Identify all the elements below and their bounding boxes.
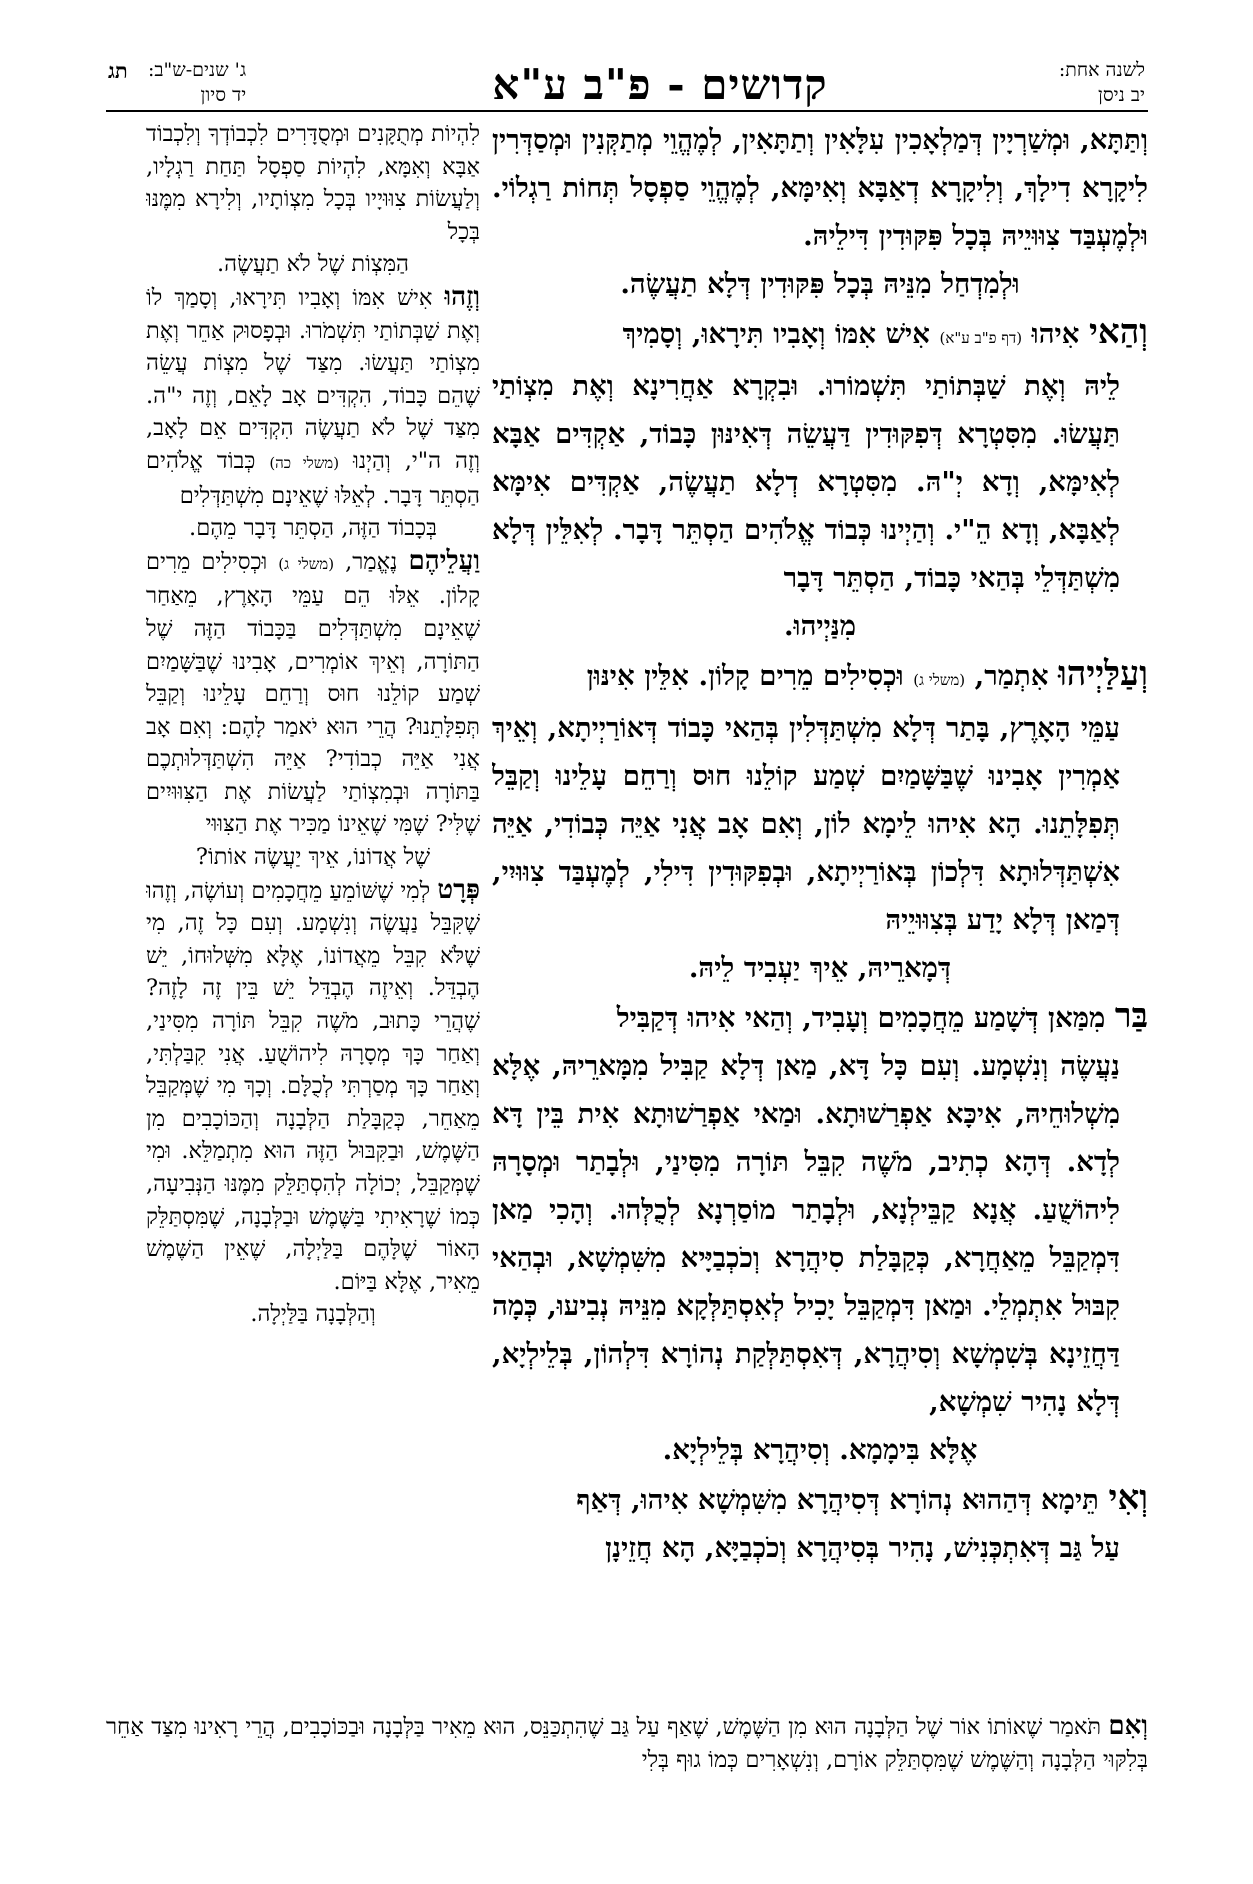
commentary-p3-lead-word: וַעֲלֵיהֶם — [408, 545, 480, 576]
bottom-lead-word: וְאִם — [1108, 1711, 1148, 1741]
commentary-p4-text: לְמִי שֶׁשּׁוֹמֵעַ מֵחֲכָמִים וְעוֹשֶׂה, וְזֶהוּ שֶׁקִּבֵּל נַעֲשֶׂה וְנִשְׁמָע. וְעִם כָּל זֶה, מִי שֶׁלֹּא קִבֵּל מֵאֲדוֹנוֹ, אֶלָּא מִשְּׁלוּחוֹ, יֵשׁ הֶבְדֵּל. וְאֵיזֶה הֶבְדֵּל יֵשׁ בֵּין זֶה לָזֶה? שֶׁהֲרֵי כָּתוּב, מֹשֶׁה קִבֵּל תּוֹרָה מִסִּינַי, וְאַחַר כָּךְ מְסָרָהּ לִיהוֹשֻׁעַ. אֲנִי קִבַּלְתִּי, וְאַחַר כָּךְ מְסַרְתִּי לְכֻלָּם. וְכָךְ מִי שֶׁמְּקַבֵּל מֵאַחֵר, כְּקַבָּלַת הַלְּבָנָה וְהַכּוֹכָבִים מִן הַשֶּׁמֶשׁ, וּבַקִּבּוּל הַזֶּה הוּא מִתְמַלֵּא. וּמִי שֶׁמְּקַבֵּל, יְכוֹלָה לְהִסְתַּלֵּק מִמֶּנּוּ הַנְּבִיעָה, כְּמוֹ שֶׁרָאִיתִי בַּשֶּׁמֶשׁ וּבַלְּבָנָה, שֶׁמִּסְתַּלֵּק הָאוֹר שֶׁלָּהֶם בַּלַּיְלָה, שֶׁאֵין הַשֶּׁמֶשׁ מֵאִיר, אֶלָּא בַּיּוֹם. — [146, 877, 480, 1295]
main-paragraph-4-last: אֶלָּא בִּימָמָא. וְסִיהֲרָא בְּלֵילְיָא. — [662, 1434, 978, 1466]
commentary-paragraph-4 — [146, 874, 480, 1299]
main-p1-text: וְתַּתָּא, וּמְשַׁרְיָין דְּמַלְאָכִין עִלָּאִין וְתַתָּאִין, לְמֶהֱוֵי מְתַקְּנִין וּמְסַדְּרִין לִיקָרָא דִילָךְ, וְלִיקָרָא דְאַבָּא וְאִימָּא, לְמֶהֱוֵי סַפְסָל תְּחוֹת רַגְלוֹי. וּלְמֶעְבַּד צִוּוּיֵיהּ בְּכָל פִּקּוּדִין דִּילֵיהּ. — [492, 124, 1148, 252]
main-paragraph-5 — [492, 1474, 1148, 1524]
main-paragraph-1-last: וּלְמִדְחַל מִנֵּיהּ בְּכָל פִּקּוּדִין דְּלָא תַעֲשֶׂה. — [620, 268, 1020, 300]
main-p3-first: וּכְסִילִים מֵרִים קָלוֹן. אִלֵּין אִינּוּן — [586, 660, 904, 692]
main-text-column — [492, 116, 1148, 1704]
main-p4-first: מִמַּאן דְּשָׁמַע מֵחֲכָמִים וְעָבִיד, וְהַאי אִיהוּ דְּקַבִּיל — [616, 1002, 1106, 1034]
header-left-line1: ג' שנים-ש"ב: — [148, 59, 247, 81]
main-paragraph-2-body: לֵיהּ וְאֶת שַׁבְּתוֹתַי תִּשְׁמוֹרוּ. וּבִקְרָא אַחֲרִינָא וְאֶת מִצְוֹתַי תַּעֲשׂוּ. מִסִּטְרָא דְּפִקּוּדִין דַּעֲשֵׂה דְּאִינּוּן כָּבוֹד, אַקְדִּים אַבָּא לְאִימָּא, וְדָא יְ"הּ. מִסִּטְרָא דְלָא תַעֲשֶׂה, אַקְדִּים אִימָּא לְאַבָּא, וְדָא הֵ"י. וְהַיְינוּ כְּבוֹד אֱלֹהִים הַסְתֵּר דָּבָר. לְאִלֵּין דְּלָא מִשְׁתַּדְּלֵי בְּהַאי כָּבוֹד, הַסְתֵּר דָּבָר — [492, 370, 1120, 594]
header-right-line1: לשנה אחת: — [1058, 59, 1145, 81]
header-right-line2: יב ניסן — [1098, 84, 1145, 106]
commentary-paragraph-2-last: בְּכָבוֹד הַזֶּה, הַסְתֵּר דָּבָר מֵהֶם. — [189, 515, 437, 542]
commentary-p4-lead-word: פְּרָט — [437, 874, 480, 905]
commentary-column — [146, 118, 480, 1706]
main-p5-lead-word: וְאִי — [1108, 1478, 1148, 1518]
main-p4-lead-word: בַּר — [1114, 996, 1148, 1036]
main-paragraph-4 — [492, 992, 1148, 1042]
header-left-block — [148, 58, 246, 108]
main-p5-first: תֵּימָא דְּהַהוּא נְהוֹרָא דְּסִיהֲרָא מִשִּׁמְשָׁא אִיהוּ, דְּאַף — [576, 1484, 1099, 1516]
commentary-p2-text2: כְּבוֹד אֱלֹהִים הַסְתֵּר דָּבָר. לְאֵלּוּ שֶׁאֵינָם מִשְׁתַּדְּלִים — [146, 447, 480, 509]
commentary-p2-lead-word: וְזֶהוּ — [444, 281, 480, 312]
main-paragraph-1 — [492, 116, 1148, 260]
main-p3-reference: (משלי ג) — [913, 671, 966, 689]
header-right-block — [1059, 58, 1145, 108]
header-left-line2: יד סיון — [200, 84, 247, 106]
main-p3-word: אִתְמַר, — [974, 660, 1049, 692]
main-paragraph-3-last: דְּמָארֵיהּ, אֵיךְ יַעְבִיד לֵיהּ. — [688, 952, 952, 984]
commentary-paragraph-3-last: שֶׁל אֲדוֹנוֹ, אֵיךְ יַעֲשֶׂה אוֹתוֹ? — [195, 844, 431, 871]
main-paragraph-2-last: מִנַּיְיהוּ. — [783, 610, 857, 642]
main-paragraph-3-body: עַמֵּי הָאָרֶץ, בָּתַר דְּלָא מִשְׁתַּדְּלִין בְּהַאי כָּבוֹד דְּאוֹרַיְיתָא, וְאֵיךְ אַמְרִין אָבִינוּ שֶׁבַּשָּׁמַיִם שְׁמַע קוֹלֵנוּ חוּס וְרַחֵם עָלֵינוּ וְקַבֵּל תְּפִלָּתֵנוּ. הָא אִיהוּ לֵימָא לוֹן, וְאִם אָב אֲנִי אַיֵּה כְּבוֹדִי, אַיֵּה אִשְׁתַּדְּלוּתָא דִּלְכוֹן בְּאוֹרַיְיתָא, וּבְפִקּוּדִין דִּילִי, לְמֶעְבַּד צִוּוּיִי, דְּמַאן דְּלָא יָדַע בְּצִוּוּיֵיהּ — [492, 712, 1120, 936]
main-paragraph-5-body: עַל גַּב דְּאִתְכְּנִישׁ, נָהִיר בְּסִיהֲרָא וְכֹכְבַיָּא, הָא חֲזֵינָן — [605, 1532, 1120, 1564]
bottom-paragraph — [106, 1710, 1148, 1776]
commentary-p2-text: אִישׁ אִמּוֹ וְאָבִיו תִּירָאוּ, וְסָמַךְ לוֹ וְאֶת שַׁבְּתוֹתַי תִּשְׁמֹרוּ. וּבְפָסוּק אַחֵר וְאֶת מִצְוֹתַי תַּעֲשׂוּ. מִצַּד שֶׁל מִצְוֹת עֲשֵׂה שֶׁהֵם כָּבוֹד, הִקְדִּים אָב לָאֵם, וְזֶה י"ה. מִצַּד שֶׁל לֹא תַעֲשֶׂה הִקְדִּים אֵם לָאָב, וְזֶה ה"י, וְהַיְנוּ — [146, 284, 480, 474]
commentary-p2-reference: (משלי כה) — [269, 453, 340, 472]
commentary-paragraph-1-last: הַמִּצְוֹת שֶׁל לֹא תַעֲשֶׂה. — [217, 251, 409, 278]
commentary-paragraph-3 — [146, 545, 480, 841]
main-p2-word: אִיהוּ — [1031, 318, 1080, 350]
commentary-paragraph-4-last: וְהַלְּבָנָה בַּלַּיְלָה. — [250, 1301, 376, 1328]
main-paragraph-4-body: נַעֲשֶׂה וְנִשְׁמָע. וְעִם כָּל דָּא, מַאן דְּלָא קַבִּיל מִמָּארֵיהּ, אֶלָּא מִשְׁלוּחֵיהּ, אִיכָּא אַפְרַשׁוּתָא. וּמַאי אַפְרַשׁוּתָא אִית בֵּין דָּא לְדָא. דְּהָא כְתִיב, מֹשֶׁה קִבֵּל תּוֹרָה מִסִּינַי, וּלְבָתַר וּמְסָרָהּ לִיהוֹשֻׁעַ. אֲנָא קַבֵּילְנָא, וּלְבָתַר מוֹסַרְנָא לְכֻלְּהוּ. וְהָכִי מַאן דִּמְקַבֵּל מֵאַחֲרָא, כְּקַבָּלַת סִיהֲרָא וְכֹכְבַיָּיא מִשִּׁמְשָׁא, וּבְהַאי קִבּוּל אִתְמְלֵי. וּמַאן דִּמְקַבֵּל יָכִיל לְאִסְתַּלְּקָא מִנֵּיהּ נְבִיעוּ, כְּמָה דַּחֲזֵינָא בְּשִׁמְשָׁא וְסִיהֲרָא, דְּאִסְתַּלְּקַת נְהוֹרָא דִּלְהוֹן, בְּלֵילְיָא, דְּלָא נָהִיר שִׁמְשָׁא, — [492, 1050, 1120, 1418]
main-paragraph-3 — [492, 650, 1148, 704]
commentary-p3-word: נֶאֱמַר, — [345, 548, 398, 575]
page-title: קדושים - פ"ב ע"א — [492, 60, 828, 109]
bottom-text: תֹּאמַר שֶׁאוֹתוֹ אוֹר שֶׁל הַלְּבָנָה הוּא מִן הַשֶּׁמֶשׁ, שֶׁאַף עַל גַּב שֶׁהִתְכַּנֵּס, הוּא מֵאִיר בַּלְּבָנָה וּבַכּוֹכָבִים, הֲרֵי רָאִינוּ מִצַּד אַחֵר בְּלִקּוּי הַלְּבָנָה וְהַשֶּׁמֶשׁ שֶׁמִּסְתַּלֵּק אוֹרָם, וְנִשְׁאָרִים כְּמוֹ גוּף בְּלִי — [106, 1714, 1148, 1773]
main-p2-first: אִישׁ אִמּוֹ וְאָבִיו תִּירָאוּ, וְסָמִיךְ — [622, 318, 930, 350]
commentary-p3-text: וּכְסִילִים מֵרִים קָלוֹן. אֵלּוּ הֵם עַמֵּי הָאָרֶץ, מֵאַחַר שֶׁאֵינָם מִשְׁתַּדְּלִים בַּכָּבוֹד הַזֶּה שֶׁל הַתּוֹרָה, וְאֵיךְ אוֹמְרִים, אָבִינוּ שֶׁבַּשָּׁמַיִם שְׁמַע קוֹלֵנוּ חוּס וְרַחֵם עָלֵינוּ וְקַבֵּל תְּפִלָּתֵנוּ? הֲרֵי הוּא יֹאמַר לָהֶם: וְאִם אָב אֲנִי אַיֵּה כְבוֹדִי? אַיֵּה הִשְׁתַּדְּלוּתְכֶם בַּתּוֹרָה וּבְמִצְוֹתַי לַעֲשׂוֹת אֶת הַצִּוּוּיִים שֶׁלִּי? שֶׁמִּי שֶׁאֵינוֹ מַכִּיר אֶת הַצִּוּוּי — [146, 548, 480, 838]
main-p3-lead-word: וְעַלַּיְיהוּ — [1058, 654, 1148, 694]
bottom-continuation — [106, 1710, 1148, 1790]
main-p2-reference: (דף פ"ב ע"א) — [939, 329, 1023, 347]
page-number: תג — [108, 58, 128, 83]
header-divider — [106, 110, 1148, 112]
commentary-paragraph-2 — [146, 281, 480, 512]
main-p2-lead-word: וְהַאי — [1088, 312, 1148, 352]
main-paragraph-2 — [492, 308, 1148, 362]
commentary-paragraph-1: לִהְיוֹת מְתֻקָּנִים וּמְסֻדָּרִים לִכְבוֹדְךָ וְלִכְבוֹד אַבָּא וְאִמָּא, לִהְיוֹת סַפְסָל תַּחַת רַגְלָיו, וְלַעֲשׂוֹת צִוּוּיָיו בְּכָל מִצְוֹתָיו, וְלִירָא מִמֶּנּוּ בְּכָל — [146, 121, 480, 245]
commentary-p3-reference: (משלי ג) — [278, 554, 335, 573]
